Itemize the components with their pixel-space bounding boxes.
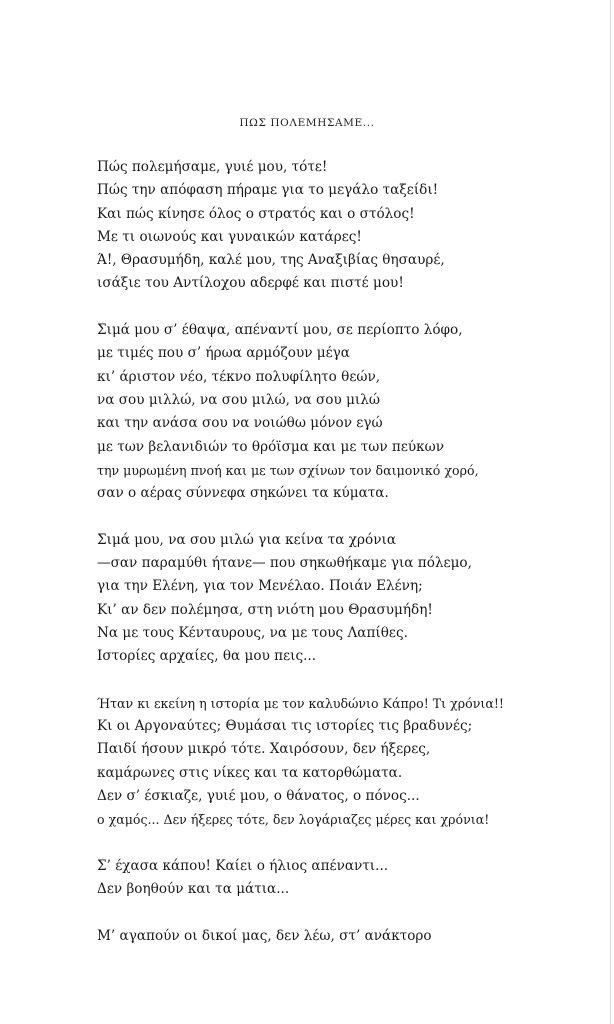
poem-line: ο χαμός... Δεν ήξερες τότε, δεν λογάριαζες μέρες και χρόνια! <box>97 812 490 828</box>
stanza-3 <box>97 529 597 669</box>
poem-line: ισάξιε του Αντίλοχου αδερφέ και πιστέ μου! <box>97 275 404 292</box>
poem-line: Μ’ αγαπούν οι δικοί μας, δεν λέω, στ’ ανάκτορο <box>97 927 432 944</box>
stanza-2 <box>97 319 597 505</box>
poem-line: Πώς πολεμήσαμε, γυιέ μου, τότε! <box>97 159 328 175</box>
poem-line: κι’ άριστον νέο, τέκνο πολυφίλητο θεών, <box>97 368 381 385</box>
poem-line: —σαν παραμύθι ήτανε— που σηκωθήκαμε για πόλεμο, <box>97 555 472 572</box>
poem-line: σαν ο αέρας σύννεφα σηκώνει τα κύματα. <box>97 485 389 502</box>
poem-body <box>97 156 597 948</box>
poem-line: Σιμά μου, να σου μιλώ για κείνα τα χρόνια <box>97 531 396 548</box>
poem-line: Σιμά μου σ’ έθαψα, απέναντί μου, σε περίοπτο λόφο, <box>97 322 463 339</box>
poem-line: με τιμές που σ’ ήρωα αρμόζουν μέγα <box>97 345 350 362</box>
poem-line: Παιδί ήσουν μικρό τότε. Χαιρόσουν, δεν ήξερες, <box>97 741 431 758</box>
poem-line: Ήταν κι εκείνη η ιστορία με τον καλυδώνιο Κάπρο! Τι χρόνια!! <box>97 695 504 711</box>
stanza-5 <box>97 855 597 902</box>
poem-line: και την ανάσα σου να νοιώθω μόνον εγώ <box>97 415 383 432</box>
poem-line: να σου μιλλώ, να σου μιλώ, να σου μιλώ <box>97 391 380 408</box>
poem-line: Ά!, Θρασυμήδη, καλέ μου, της Αναξιβίας θησαυρέ, <box>97 252 445 269</box>
poem-line: Κι οι Αργοναύτες; Θυμάσαι τις ιστορίες τις βραδυνές; <box>97 718 473 735</box>
poem-title: ΠΩΣ ΠΟΛΕΜΗΣΑΜΕ... <box>239 117 375 129</box>
stanza-1 <box>97 156 597 296</box>
poem-line: Κι’ αν δεν πολέμησα, στη νιότη μου Θρασυμήδη! <box>97 601 433 618</box>
stanza-4 <box>97 692 597 832</box>
poem-line: Ιστορίες αρχαίες, θα μου πεις... <box>97 648 317 665</box>
poem-line: Δεν σ’ έσκιαζε, γυιέ μου, ο θάνατος, ο πόνος... <box>97 788 420 805</box>
poem-line: Σ’ έχασα κάπου! Καίει ο ήλιος απέναντι... <box>97 857 389 874</box>
poem-line: Δεν βοηθούν και τα μάτια... <box>97 881 290 898</box>
poem-line: την μυρωμένη πνοή και με των σχίνων τον δαιμονικό χορό, <box>97 462 479 478</box>
poem-line: Πώς την απόφαση πήραμε για το μεγάλο ταξείδι! <box>97 182 439 199</box>
poem-line: καμάρωνες στις νίκες και τα κατορθώματα. <box>97 764 403 781</box>
page-edge <box>610 0 611 1024</box>
poem-line: Να με τους Κένταυρους, να με τους Λαπίθες. <box>97 624 408 641</box>
poem-line: με των βελανιδιών το θρόϊσμα και με των πεύκων <box>97 438 444 455</box>
poem-line: Και πώς κίνησε όλος ο στρατός και ο στόλος! <box>97 205 415 222</box>
stanza-6 <box>97 925 597 948</box>
poem-line: Με τι οιωνούς και γυναικών κατάρες! <box>97 228 362 245</box>
poem-line: για την Ελένη, για τον Μενέλαο. Ποιάν Ελένη; <box>97 578 423 595</box>
